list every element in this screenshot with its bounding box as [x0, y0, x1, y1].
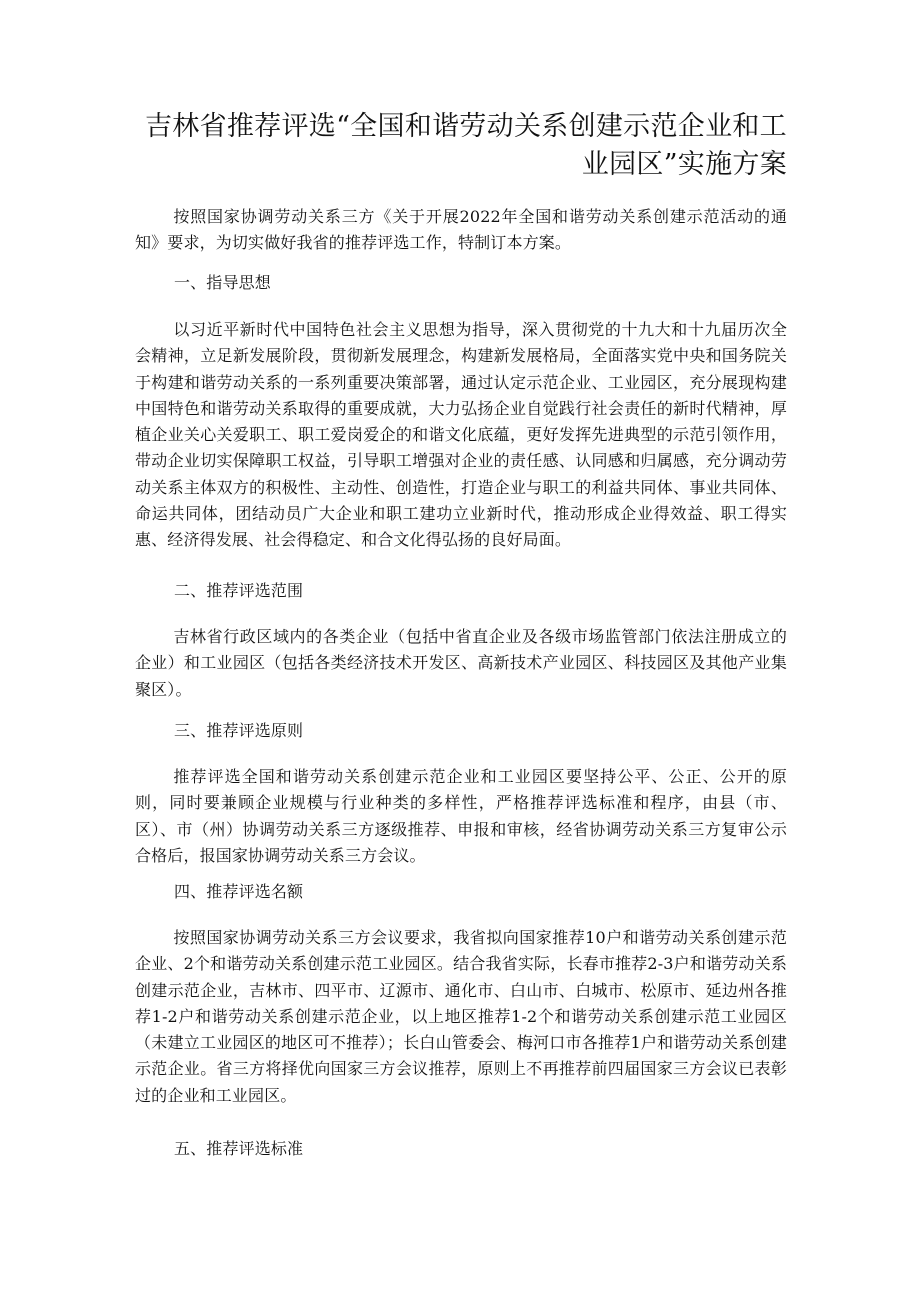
section-body-scope: 吉林省行政区域内的各类企业（包括中省直企业及各级市场监管部门依法注册成立的企业）和工业园区（包括各类经济技术开发区、高新技术产业园区、科技园区及其他产业集聚区）。	[135, 627, 787, 699]
document-title: 吉林省推荐评选“全国和谐劳动关系创建示范企业和工业园区”实施方案	[144, 111, 787, 180]
section-heading-criteria: 五、推荐评选标准	[174, 1139, 304, 1158]
section-body-quota: 按照国家协调劳动关系三方会议要求，我省拟向国家推荐10户和谐劳动关系创建示范企业、2个和谐劳动关系创建示范工业园区。结合我省实际，长春市推荐2-3户和谐劳动关系创建示范企业，吉林市、四平市、辽源市、通化市、白山市、白城市、松原市、延边州各推荐1-2户和谐劳动关系创建示范企业，以上地区推荐1-2个和谐劳动关系创建示范工业园区（未建立工业园区的地区可不推荐）；长白山管委会、梅河口市各推荐1户和谐劳动关系创建示范企业。省三方将择优向国家三方会议推荐，原则上不再推荐前四届国家三方会议已表彰过的企业和工业园区。	[135, 928, 787, 1105]
section-body-guiding-ideology: 以习近平新时代中国特色社会主义思想为指导，深入贯彻党的十九大和十九届历次全会精神，立足新发展阶段，贯彻新发展理念，构建新发展格局，全面落实党中央和国务院关于构建和谐劳动关系的一系列重要决策部署，通过认定示范企业、工业园区，充分展现构建中国特色和谐劳动关系取得的重要成就，大力弘扬企业自觉践行社会责任的新时代精神，厚植企业关心关爱职工、职工爱岗爱企的和谐文化底蕴，更好发挥先进典型的示范引领作用，带动企业切实保障职工权益，引导职工增强对企业的责任感、认同感和归属感，充分调动劳动关系主体双方的积极性、主动性、创造性，打造企业与职工的利益共同体、事业共同体、命运共同体，团结动员广大企业和职工建功立业新时代，推动形成企业得效益、职工得实惠、经济得发展、社会得稳定、和合文化得弘扬的良好局面。	[135, 320, 787, 550]
section-heading-principles: 三、推荐评选原则	[174, 721, 304, 740]
section-body-principles: 推荐评选全国和谐劳动关系创建示范企业和工业园区要坚持公平、公正、公开的原则，同时要兼顾企业规模与行业种类的多样性，严格推荐评选标准和程序，由县（市、区）、市（州）协调劳动关系三方逐级推荐、申报和审核，经省协调劳动关系三方复审公示合格后，报国家协调劳动关系三方会议。	[135, 767, 787, 865]
section-heading-quota: 四、推荐评选名额	[174, 882, 304, 901]
section-heading-guiding-ideology: 一、指导思想	[174, 273, 271, 292]
intro-paragraph: 按照国家协调劳动关系三方《关于开展2022年全国和谐劳动关系创建示范活动的通知》要求，为切实做好我省的推荐评选工作，特制订本方案。	[135, 207, 787, 253]
section-heading-scope: 二、推荐评选范围	[174, 581, 304, 600]
